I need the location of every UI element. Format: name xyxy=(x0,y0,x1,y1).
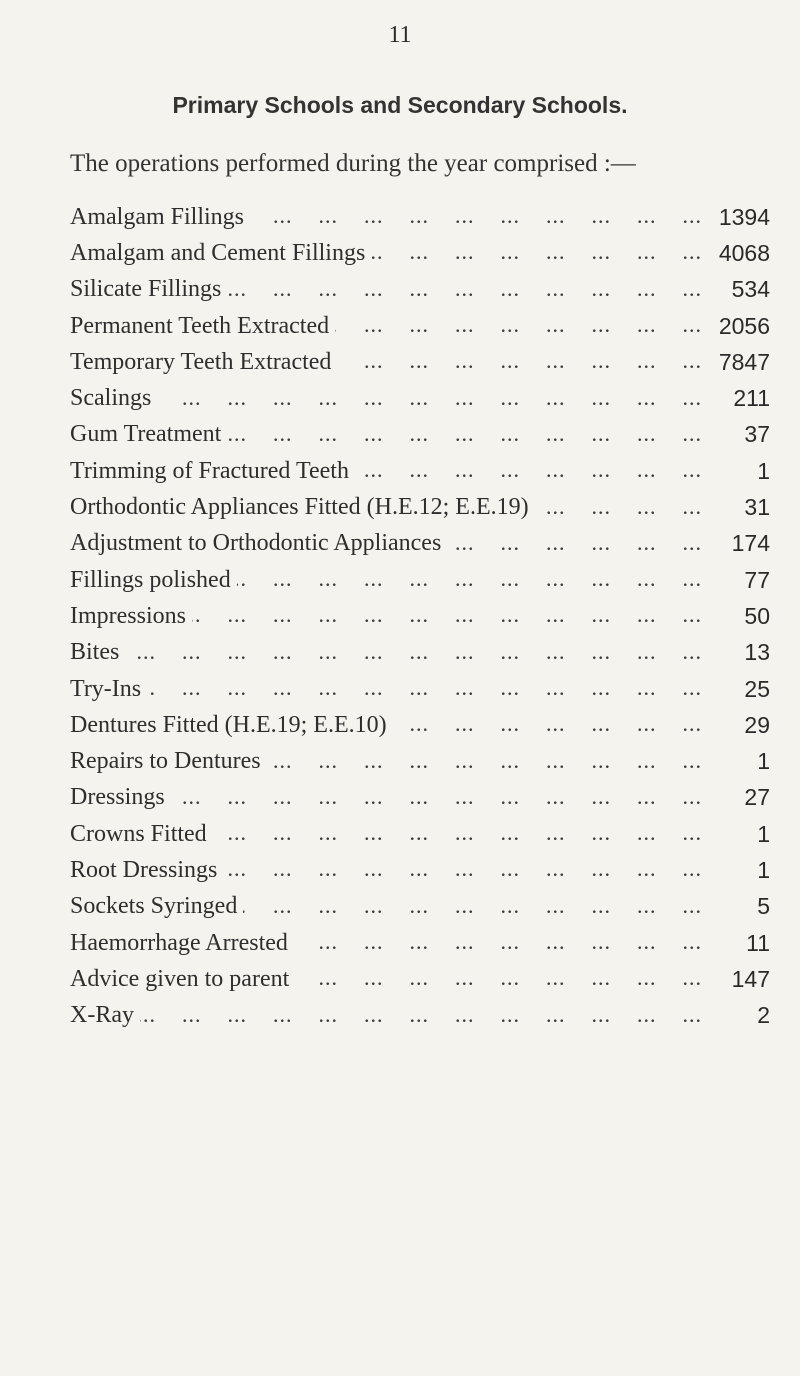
list-item xyxy=(70,526,770,562)
operation-label: Bites xyxy=(70,639,120,666)
dot-leader xyxy=(295,967,702,991)
operation-label: Repairs to Dentures xyxy=(70,748,261,775)
list-item xyxy=(70,707,770,743)
dot-leader xyxy=(243,895,702,919)
operation-count: 50 xyxy=(744,602,770,629)
operation-label: Orthodontic Appliances Fitted (H.E.12; E.E.19) xyxy=(70,494,529,521)
operations-list xyxy=(70,199,770,1034)
list-item xyxy=(70,199,770,235)
dot-leader xyxy=(140,1004,702,1028)
operation-count: 13 xyxy=(744,639,770,666)
dot-leader xyxy=(393,713,702,737)
operation-label: Try-Ins xyxy=(70,675,142,702)
operation-count: 1394 xyxy=(718,203,770,230)
operation-label: Fillings polished xyxy=(70,566,231,593)
operation-label: X-Ray xyxy=(70,1002,134,1029)
operation-count: 4068 xyxy=(718,239,770,266)
operation-count: 25 xyxy=(744,675,770,702)
dot-leader xyxy=(213,822,702,846)
operation-count: 27 xyxy=(744,784,770,811)
list-item xyxy=(70,272,770,308)
operation-count: 7847 xyxy=(718,348,770,375)
dot-leader xyxy=(447,532,702,556)
list-item xyxy=(70,235,770,271)
operation-label: Dentures Fitted (H.E.19; E.E.10) xyxy=(70,711,387,738)
operation-count: 1 xyxy=(757,856,770,883)
operation-count: 5 xyxy=(757,893,770,920)
dot-leader xyxy=(192,604,702,628)
list-item xyxy=(70,889,770,925)
list-item xyxy=(70,961,770,997)
list-item xyxy=(70,852,770,888)
dot-leader xyxy=(171,786,702,810)
list-item xyxy=(70,925,770,961)
list-item xyxy=(70,816,770,852)
operation-label: Trimming of Fractured Teeth xyxy=(70,457,349,484)
list-item xyxy=(70,998,770,1034)
operation-label: Sockets Syringed xyxy=(70,893,238,920)
operation-label: Dressings xyxy=(70,784,165,811)
operation-count: 1 xyxy=(757,820,770,847)
section-heading: Primary Schools and Secondary Schools. xyxy=(172,92,628,118)
operation-count: 1 xyxy=(757,457,770,484)
list-item xyxy=(70,308,770,344)
operation-count: 2056 xyxy=(718,312,770,339)
dot-leader xyxy=(535,496,702,520)
dot-leader xyxy=(337,350,702,374)
dot-leader xyxy=(355,459,702,483)
operation-label: Impressions xyxy=(70,602,186,629)
operation-label: Amalgam Fillings xyxy=(70,203,244,230)
list-item xyxy=(70,489,770,525)
operation-label: Adjustment to Orthodontic Appliances xyxy=(70,530,442,557)
operation-count: 31 xyxy=(744,494,770,521)
operation-label: Scalings xyxy=(70,385,152,412)
operation-label: Silicate Fillings xyxy=(70,276,222,303)
operation-count: 77 xyxy=(744,566,770,593)
dot-leader xyxy=(294,931,702,955)
page-number: 11 xyxy=(388,22,412,48)
list-item xyxy=(70,671,770,707)
operation-count: 2 xyxy=(757,1002,770,1029)
dot-leader xyxy=(157,387,702,411)
operation-label: Amalgam and Cement Fillings xyxy=(70,239,366,266)
dot-leader xyxy=(335,314,702,338)
operation-label: Permanent Teeth Extracted xyxy=(70,312,330,339)
list-item xyxy=(70,562,770,598)
operation-count: 534 xyxy=(731,276,770,303)
dot-leader xyxy=(227,423,702,447)
operation-label: Root Dressings xyxy=(70,856,218,883)
dot-leader xyxy=(237,568,702,592)
operation-label: Gum Treatment xyxy=(70,421,222,448)
list-item xyxy=(70,417,770,453)
list-item xyxy=(70,780,770,816)
operation-count: 174 xyxy=(731,530,770,557)
operation-label: Temporary Teeth Extracted xyxy=(70,348,332,375)
operation-count: 29 xyxy=(744,711,770,738)
list-item xyxy=(70,598,770,634)
operation-label: Advice given to parent xyxy=(70,965,290,992)
dot-leader xyxy=(250,205,702,229)
dot-leader xyxy=(125,641,702,665)
operation-count: 37 xyxy=(744,421,770,448)
operation-label: Haemorrhage Arrested xyxy=(70,929,288,956)
list-item xyxy=(70,380,770,416)
operation-count: 147 xyxy=(731,965,770,992)
dot-leader xyxy=(267,750,702,774)
intro-text: The operations performed during the year comprised :— xyxy=(70,150,636,177)
list-item xyxy=(70,453,770,489)
operation-label: Crowns Fitted xyxy=(70,820,207,847)
dot-leader xyxy=(223,858,702,882)
operation-count: 211 xyxy=(733,385,770,412)
list-item xyxy=(70,344,770,380)
operation-count: 11 xyxy=(746,929,770,956)
dot-leader xyxy=(147,677,702,701)
dot-leader xyxy=(371,241,702,265)
list-item xyxy=(70,635,770,671)
list-item xyxy=(70,743,770,779)
dot-leader xyxy=(227,278,702,302)
operation-count: 1 xyxy=(757,748,770,775)
